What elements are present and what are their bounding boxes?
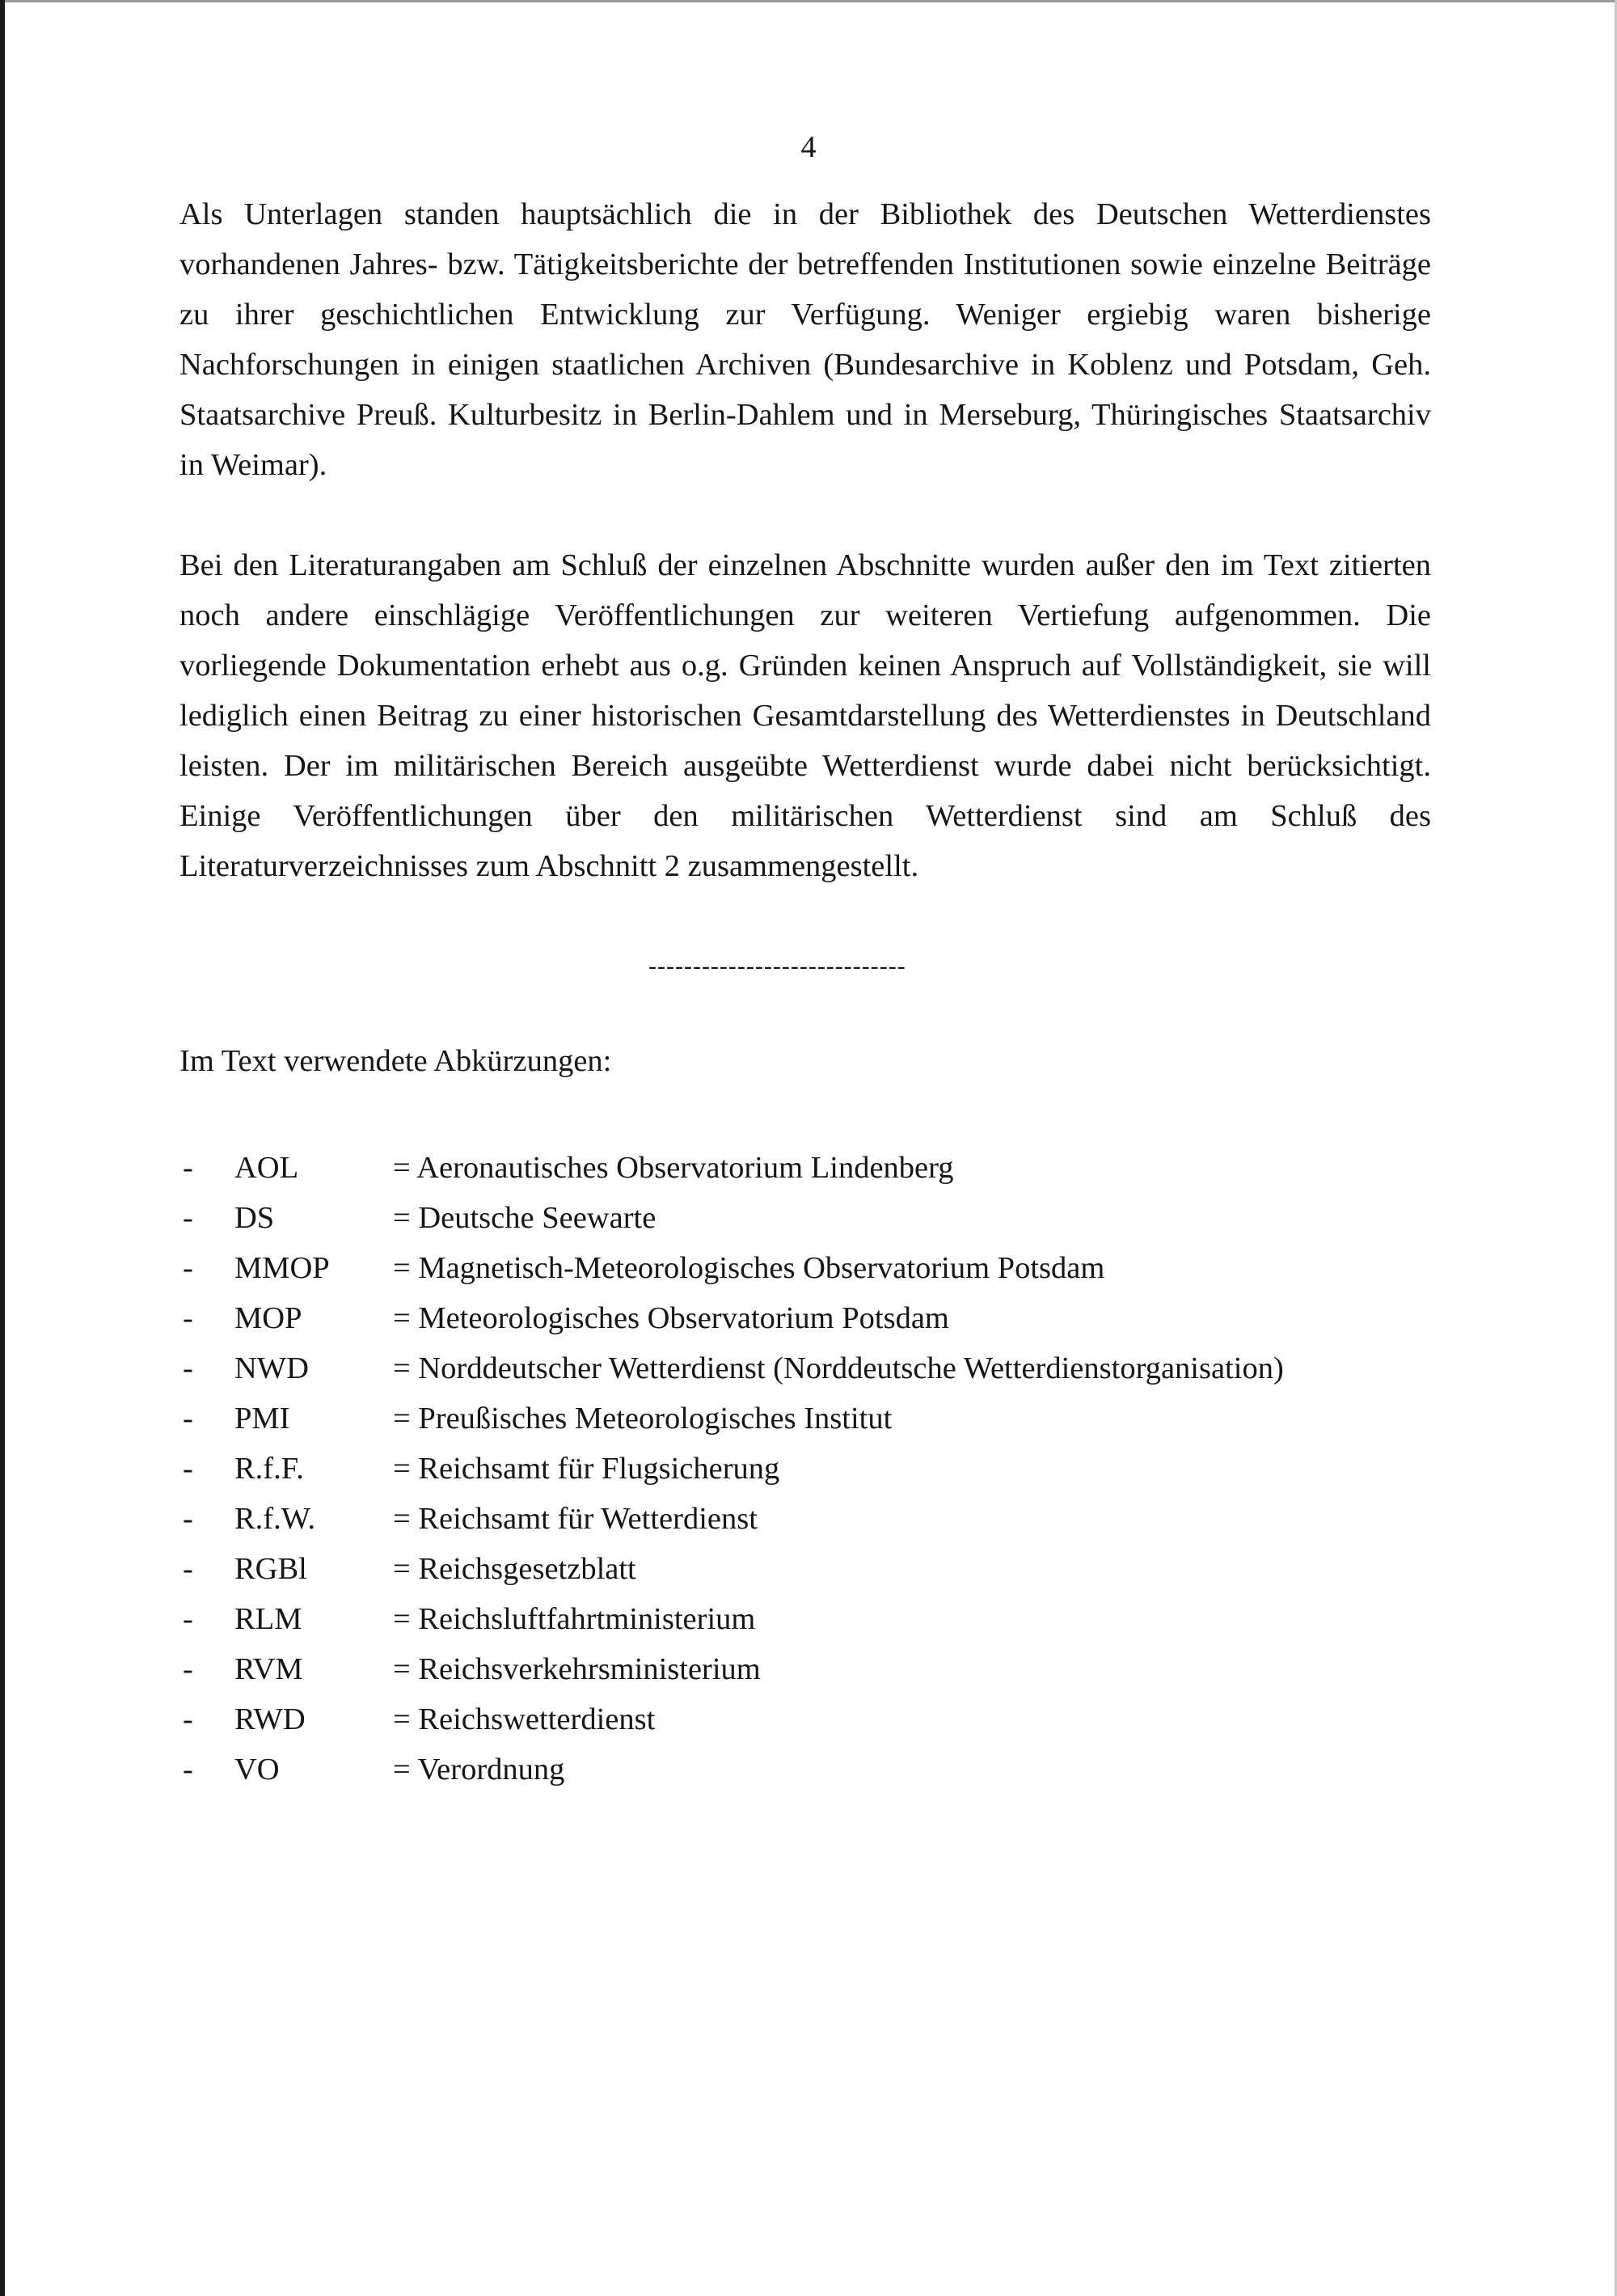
abbreviation-code: MOP — [234, 1301, 302, 1335]
abbreviation-item — [179, 1544, 1441, 1594]
abbreviation-item — [179, 1644, 1441, 1694]
list-dash: - — [183, 1602, 193, 1636]
abbreviation-item — [179, 1243, 1441, 1293]
list-dash: - — [183, 1402, 193, 1436]
abbreviation-definition: = Reichsgesetzblatt — [393, 1552, 636, 1586]
abbreviation-code: RWD — [234, 1702, 306, 1736]
abbreviation-definition: = Norddeutscher Wetterdienst (Norddeutsche Wetterdienstorganisation) — [393, 1351, 1284, 1385]
abbreviation-definition: = Verordnung — [393, 1753, 565, 1786]
abbreviation-code: VO — [234, 1753, 280, 1786]
abbreviation-definition: = Meteorologisches Observatorium Potsdam — [393, 1301, 949, 1335]
abbreviation-code: NWD — [234, 1351, 309, 1385]
abbreviation-item — [179, 1694, 1441, 1744]
section-separator: ----------------------------- — [648, 953, 906, 979]
abbreviation-item — [179, 1744, 1441, 1795]
list-dash: - — [183, 1301, 193, 1335]
abbreviation-code: MMOP — [234, 1251, 330, 1285]
abbreviation-code: DS — [234, 1201, 275, 1235]
list-dash: - — [183, 1702, 193, 1736]
abbreviation-code: PMI — [234, 1402, 290, 1436]
abbreviations-list — [179, 1143, 1441, 1795]
abbreviation-definition: = Magnetisch-Meteorologisches Observatorium Potsdam — [393, 1251, 1105, 1285]
abbreviation-definition: = Aeronautisches Observatorium Lindenberg — [393, 1151, 954, 1185]
abbreviation-item — [179, 1494, 1441, 1544]
scan-edge-left — [0, 0, 5, 2296]
abbreviations-heading: Im Text verwendete Abkürzungen: — [179, 1044, 612, 1078]
abbreviation-definition: = Reichsluftfahrtministerium — [393, 1602, 756, 1636]
abbreviation-code: RLM — [234, 1602, 302, 1636]
paragraph-sources: Als Unterlagen standen hauptsächlich die in der Bibliothek des Deutschen Wetterdienstes vorhandenen Jahres- bzw. Tätigkeitsberichte der betreffenden Institutionen sowie einzelne Beiträge zu ihrer geschichtlichen Entwicklung zur Verfügung. Weniger ergiebig waren bisherige Nachforschungen in einigen staatlichen Archiven (Bundesarchive in Koblenz und Potsdam, Geh. Staatsarchive Preuß. Kulturbesitz in Berlin-Dahlem und in Merseburg, Thüringisches Staatsarchiv in Weimar). — [179, 197, 1431, 482]
abbreviation-definition: = Preußisches Meteorologisches Institut — [393, 1402, 893, 1436]
list-dash: - — [183, 1452, 193, 1486]
list-dash: - — [183, 1151, 193, 1185]
list-dash: - — [183, 1351, 193, 1385]
list-dash: - — [183, 1753, 193, 1786]
abbreviation-item — [179, 1393, 1441, 1444]
list-dash: - — [183, 1552, 193, 1586]
list-dash: - — [183, 1201, 193, 1235]
abbreviation-code: R.f.W. — [234, 1502, 316, 1536]
list-dash: - — [183, 1652, 193, 1686]
abbreviation-item — [179, 1594, 1441, 1644]
abbreviation-definition: = Reichsverkehrsministerium — [393, 1652, 761, 1686]
abbreviation-item — [179, 1444, 1441, 1494]
page-number: 4 — [800, 130, 817, 164]
abbreviation-item — [179, 1143, 1441, 1193]
paragraph-literature: Bei den Literaturangaben am Schluß der einzelnen Abschnitte wurden außer den im Text zitierten noch andere einschlägige Veröffentlichungen zur weiteren Vertiefung aufgenommen. Die vorliegende Dokumentation erhebt aus o.g. Gründen keinen Anspruch auf Vollständigkeit, sie will lediglich einen Beitrag zu einer historischen Gesamtdarstellung des Wetterdienstes in Deutschland leisten. Der im militärischen Bereich ausgeübte Wetterdienst wurde dabei nicht berücksichtigt. Einige Veröffentlichungen über den militärischen Wetterdienst sind am Schluß des Literaturverzeichnisses zum Abschnitt 2 zusammengestellt. — [179, 548, 1431, 883]
abbreviation-definition: = Deutsche Seewarte — [393, 1201, 657, 1235]
list-dash: - — [183, 1502, 193, 1536]
abbreviation-code: RVM — [234, 1652, 303, 1686]
abbreviation-item — [179, 1193, 1441, 1243]
abbreviation-item — [179, 1343, 1441, 1393]
abbreviation-item — [179, 1293, 1441, 1343]
abbreviation-definition: = Reichsamt für Wetterdienst — [393, 1502, 758, 1536]
scan-edge-top — [0, 0, 1617, 2]
abbreviation-definition: = Reichswetterdienst — [393, 1702, 656, 1736]
list-dash: - — [183, 1251, 193, 1285]
abbreviation-code: R.f.F. — [234, 1452, 304, 1486]
abbreviation-code: RGBl — [234, 1552, 307, 1586]
abbreviation-code: AOL — [234, 1151, 299, 1185]
abbreviation-definition: = Reichsamt für Flugsicherung — [393, 1452, 780, 1486]
